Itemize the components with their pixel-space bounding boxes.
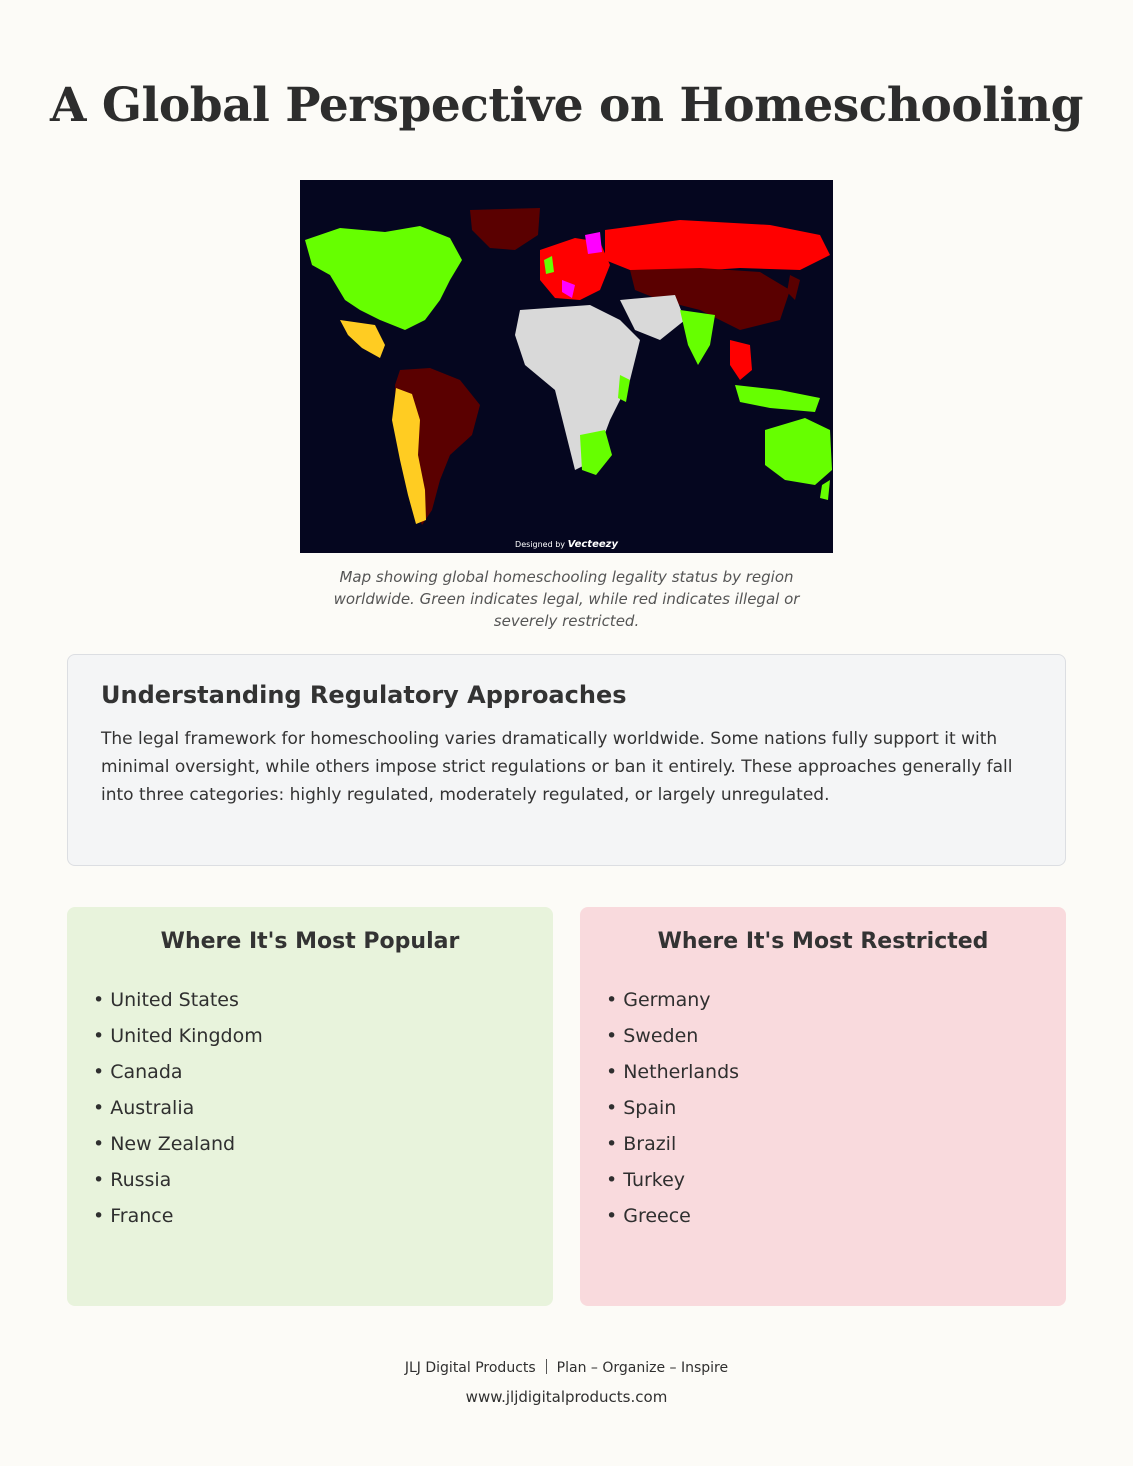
- map-credit-brand: Vecteezy: [567, 539, 618, 550]
- map-credit: [300, 539, 833, 550]
- list-item: • Spain: [606, 1090, 1040, 1126]
- map-se-asia: [730, 340, 752, 380]
- list-item: • France: [93, 1198, 527, 1234]
- map-japan: [787, 275, 800, 300]
- map-europe-special: [585, 232, 602, 254]
- list-item: • Greece: [606, 1198, 1040, 1234]
- most-popular-heading: Where It's Most Popular: [160, 929, 460, 954]
- list-item: • Netherlands: [606, 1054, 1040, 1090]
- list-item: • Canada: [93, 1054, 527, 1090]
- list-item: • Brazil: [606, 1126, 1040, 1162]
- most-restricted-list: [606, 982, 1040, 1234]
- map-indonesia: [735, 385, 820, 412]
- list-item: • Germany: [606, 982, 1040, 1018]
- footer-tagline: Plan – Organize – Inspire: [556, 1360, 729, 1376]
- footer-brand: JLJ Digital Products: [404, 1360, 536, 1376]
- map-new-zealand: [820, 480, 830, 500]
- most-popular-list: [93, 982, 527, 1234]
- list-item: • United Kingdom: [93, 1018, 527, 1054]
- regulatory-approaches-box: [67, 654, 1066, 866]
- map-credit-prefix: Designed by: [515, 540, 566, 549]
- list-item: • United States: [93, 982, 527, 1018]
- map-india: [680, 310, 715, 365]
- map-australia: [765, 418, 832, 485]
- most-restricted-heading: Where It's Most Restricted: [657, 929, 989, 954]
- footer-separator: [546, 1359, 547, 1374]
- footer-brand-line: [0, 1359, 1133, 1376]
- list-item: • Russia: [93, 1162, 527, 1198]
- map-mexico: [340, 320, 385, 358]
- list-item: • Turkey: [606, 1162, 1040, 1198]
- list-item: • Sweden: [606, 1018, 1040, 1054]
- regulatory-heading: Understanding Regulatory Approaches: [101, 681, 627, 709]
- most-popular-card: [67, 907, 553, 1306]
- most-restricted-card: [580, 907, 1066, 1306]
- world-map-graphic: [300, 180, 833, 553]
- map-southern-africa: [580, 430, 612, 475]
- list-item: • New Zealand: [93, 1126, 527, 1162]
- world-map: [300, 180, 833, 553]
- map-caption: Map showing global homeschooling legality status by region worldwide. Green indicates legal, while red indicates illegal or severely restricted.: [333, 568, 800, 630]
- list-item: • Australia: [93, 1090, 527, 1126]
- map-north-america: [305, 226, 462, 330]
- map-greenland: [470, 208, 540, 250]
- regulatory-body: The legal framework for homeschooling varies dramatically worldwide. Some nations fully support it with minimal oversight, while others impose strict regulations or ban it entirely. These approaches generally fall into three categories: highly regulated, moderately regulated, or largely unregulated.: [101, 729, 1013, 805]
- footer-url[interactable]: www.jljdigitalproducts.com: [465, 1388, 668, 1406]
- page-title: A Global Perspective on Homeschooling: [50, 78, 1083, 133]
- map-russia: [605, 220, 830, 272]
